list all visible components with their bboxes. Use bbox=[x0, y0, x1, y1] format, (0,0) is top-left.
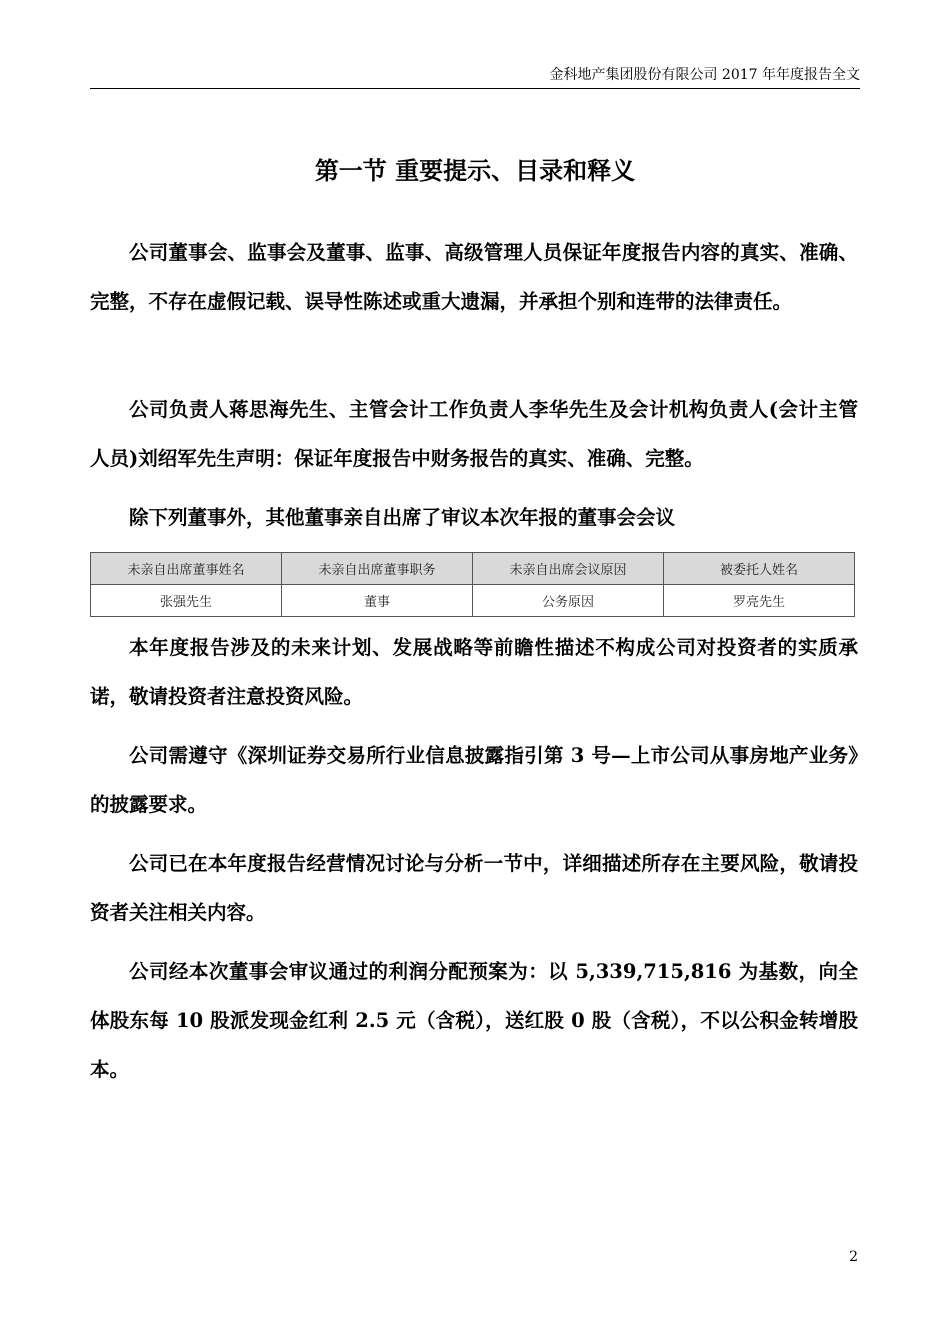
page-number: 2 bbox=[849, 1249, 858, 1265]
header-divider bbox=[90, 88, 860, 89]
absent-directors-table bbox=[90, 552, 855, 617]
paragraph-profit-distribution: 公司经本次董事会审议通过的利润分配预案为：以 5,339,715,816 为基数，向全体股东每 10 股派发现金红利 2.5 元（含税），送红股 0 股（含税），不以公积金转增股本。 bbox=[90, 960, 858, 1081]
section-title: 第一节 重要提示、目录和释义 bbox=[314, 156, 636, 185]
paragraph-responsible-persons-statement: 公司负责人蒋思海先生、主管会计工作负责人李华先生及会计机构负责人(会计主管人员)刘绍军先生声明：保证年度报告中财务报告的真实、准确、完整。 bbox=[90, 398, 858, 470]
paragraph-board-guarantee: 公司董事会、监事会及董事、监事、高级管理人员保证年度报告内容的真实、准确、完整，不存在虚假记载、误导性陈述或重大遗漏，并承担个别和连带的法律责任。 bbox=[90, 241, 858, 313]
running-header: 金科地产集团股份有限公司 2017 年年度报告全文 bbox=[549, 67, 860, 83]
table-header-cell: 未亲自出席董事职务 bbox=[282, 553, 473, 585]
table-cell: 罗亮先生 bbox=[664, 585, 855, 617]
table-row bbox=[91, 585, 855, 617]
paragraph-absent-directors-intro: 除下列董事外，其他董事亲自出席了审议本次年报的董事会会议 bbox=[129, 506, 676, 529]
table-cell: 公务原因 bbox=[473, 585, 664, 617]
table-header-cell: 未亲自出席会议原因 bbox=[473, 553, 664, 585]
paragraph-disclosure-guideline: 公司需遵守《深圳证券交易所行业信息披露指引第 3 号—上市公司从事房地产业务》的披露要求。 bbox=[90, 744, 858, 816]
table-header-cell: 被委托人姓名 bbox=[664, 553, 855, 585]
table-cell: 董事 bbox=[282, 585, 473, 617]
paragraph-forward-looking-disclaimer: 本年度报告涉及的未来计划、发展战略等前瞻性描述不构成公司对投资者的实质承诺，敬请投资者注意投资风险。 bbox=[90, 636, 858, 708]
paragraph-risk-notice: 公司已在本年度报告经营情况讨论与分析一节中，详细描述所存在主要风险，敬请投资者关注相关内容。 bbox=[90, 852, 858, 924]
table-cell: 张强先生 bbox=[91, 585, 282, 617]
table-header-cell: 未亲自出席董事姓名 bbox=[91, 553, 282, 585]
table-header-row bbox=[91, 553, 855, 585]
